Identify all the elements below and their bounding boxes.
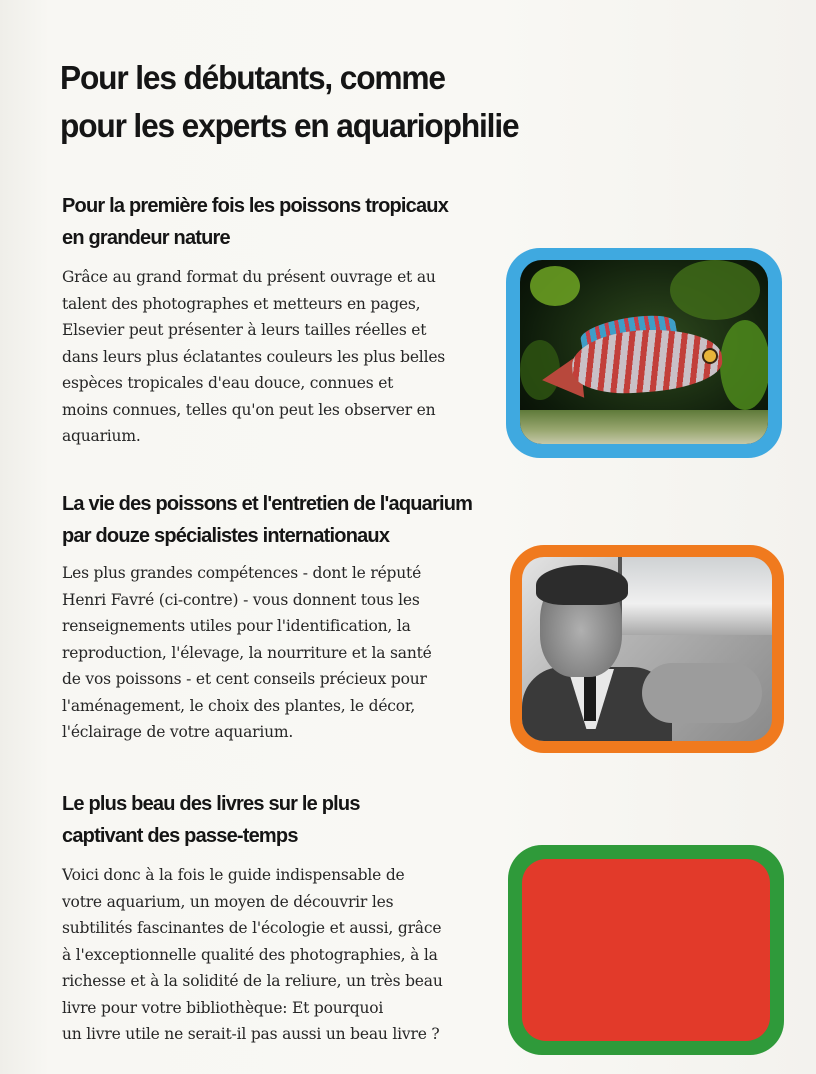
section-2-heading: [62, 488, 472, 552]
section-1-heading-line-1: Pour la première fois les poissons tropicaux: [62, 195, 449, 217]
section-3-heading-line-1: Le plus beau des livres sur le plus: [62, 793, 360, 815]
section-3-body-line-7: un livre utile ne serait-il pas aussi un beau livre ?: [62, 1025, 440, 1043]
section-2-body-line-1: Les plus grandes compétences - dont le réputé: [62, 564, 422, 582]
section-1-body-line-5: espèces tropicales d'eau douce, connues et: [62, 374, 394, 392]
section-3-body-line-2: votre aquarium, un moyen de découvrir les: [62, 892, 394, 911]
henri-favre-photo: [522, 557, 772, 741]
section-2-body-line-7: l'éclairage de votre aquarium.: [62, 723, 294, 741]
section-3-body-line-4: à l'exceptionnelle qualité des photographies, à la: [62, 945, 438, 964]
section-3-body: [62, 862, 443, 1048]
page-title-line-1: Pour les débutants, comme: [60, 59, 445, 96]
section-3-body-line-1: Voici donc à la fois le guide indispensable de: [62, 866, 405, 884]
fish-photo-frame: [506, 248, 782, 458]
page-title: [60, 54, 751, 150]
section-2-body-line-4: reproduction, l'élevage, la nourriture et la santé: [62, 643, 432, 662]
section-1-body-line-3: Elsevier peut présenter à leurs tailles réelles et: [62, 321, 427, 339]
section-1-heading-line-2: en grandeur nature: [62, 227, 230, 249]
section-2-body-line-5: de vos poissons - et cent conseils précieux pour: [62, 670, 427, 688]
section-1-heading: [62, 190, 448, 254]
specialist-photo-frame: [510, 545, 784, 753]
section-1-body-line-4: dans leurs plus éclatantes couleurs les plus belles: [62, 347, 446, 366]
section-1-body-line-6: moins connues, telles qu'on peut les observer en: [62, 400, 436, 419]
section-3-body-line-6: livre pour votre bibliothèque: Et pourquoi: [62, 998, 384, 1017]
section-1-body-line-1: Grâce au grand format du présent ouvrage et au: [62, 268, 436, 286]
section-3-body-line-3: subtilités fascinantes de l'écologie et aussi, grâce: [62, 919, 442, 937]
section-2-heading-line-1: La vie des poissons et l'entretien de l'aquarium: [62, 493, 473, 515]
page-title-line-2: pour les experts en aquariophilie: [60, 107, 519, 144]
section-3-heading-line-2: captivant des passe-temps: [62, 825, 298, 847]
section-1-body-line-2: talent des photographes et metteurs en pages,: [62, 294, 421, 313]
section-2-body: [62, 560, 432, 746]
section-3-body-line-5: richesse et à la solidité de la reliure, un très beau: [62, 972, 443, 990]
section-2-heading-line-2: par douze spécialistes internationaux: [62, 525, 390, 547]
section-3-heading: [62, 788, 360, 852]
section-2-body-line-3: renseignements utiles pour l'identification, la: [62, 617, 411, 635]
section-1-body: [62, 264, 445, 450]
section-2-body-line-2: Henri Favré (ci-contre) - vous donnent tous les: [62, 590, 420, 609]
section-2-body-line-6: l'aménagement, le choix des plantes, le décor,: [62, 696, 416, 715]
section-1-body-line-7: aquarium.: [62, 427, 141, 445]
book-color-frame: [508, 845, 784, 1055]
red-color-panel: [522, 859, 770, 1041]
tropical-fish-photo: [520, 260, 768, 444]
